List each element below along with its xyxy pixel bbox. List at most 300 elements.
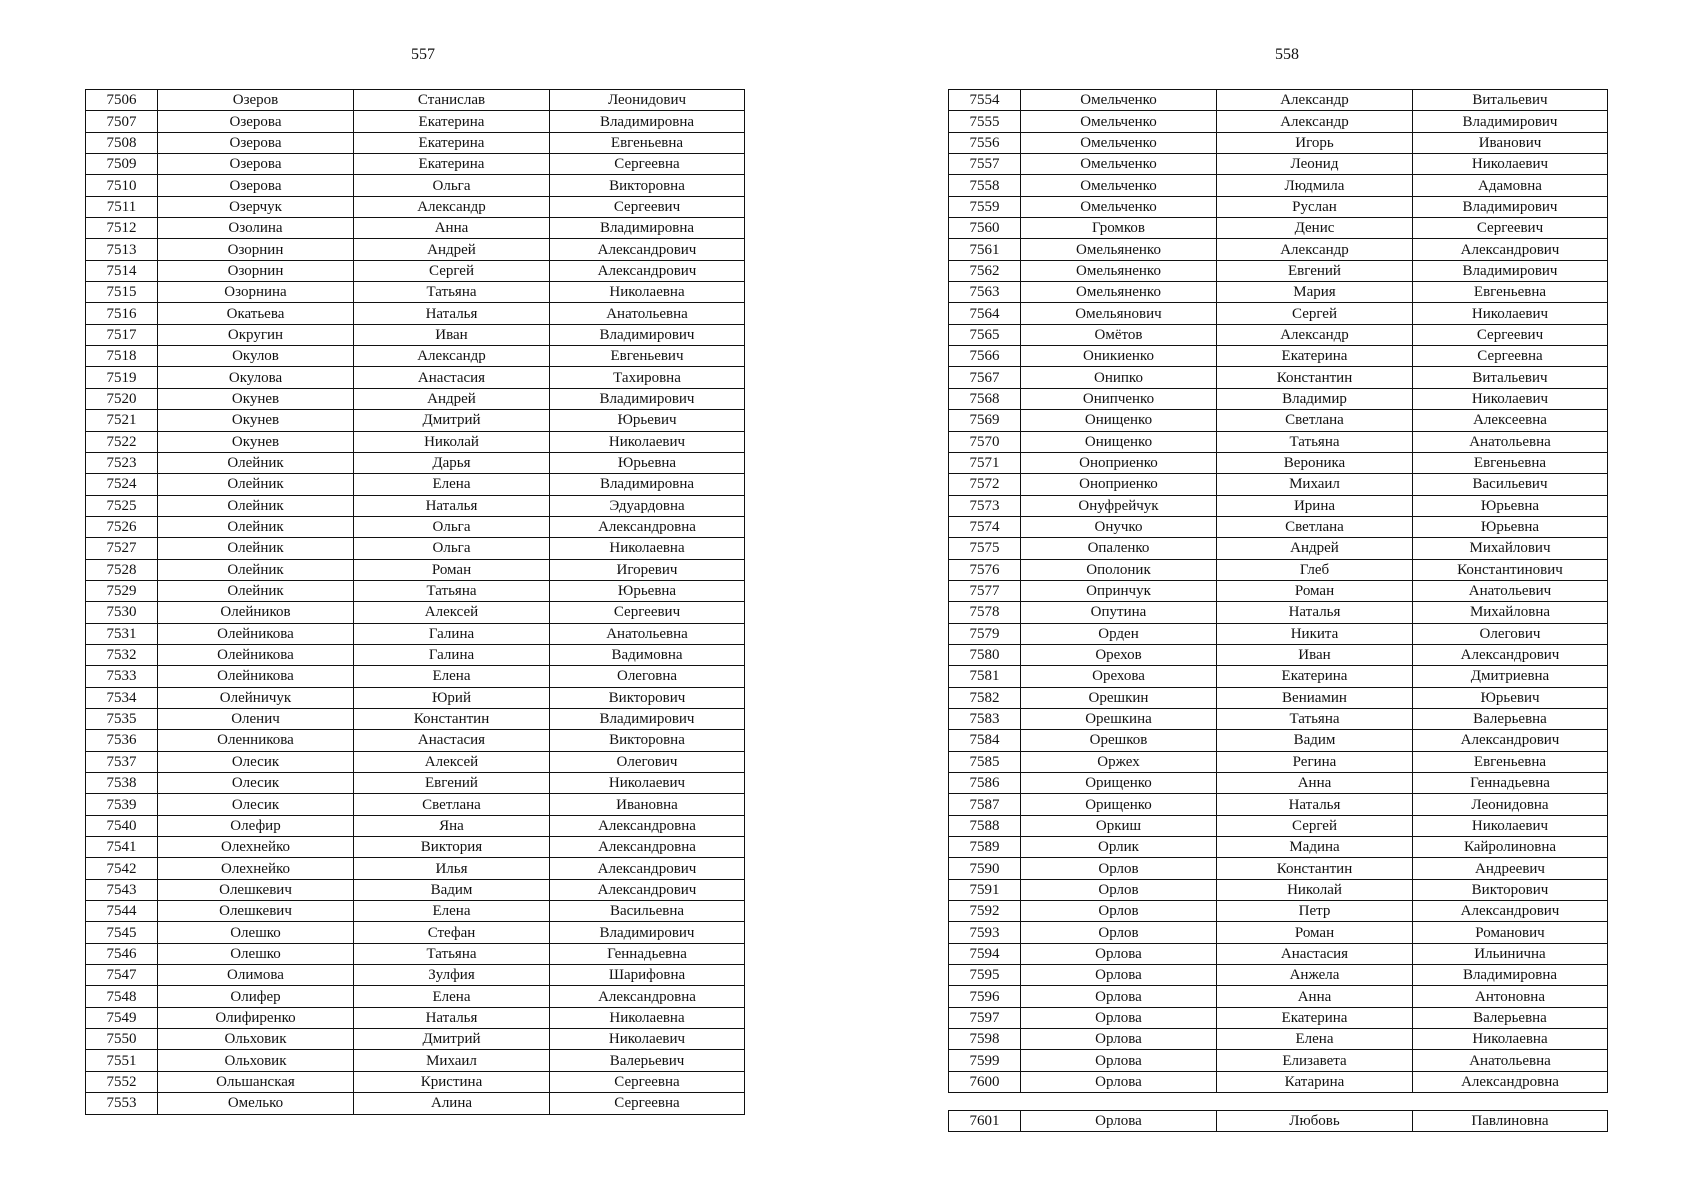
row-number-cell: 7571 (949, 452, 1021, 473)
last-name-cell: Орлова (1021, 1029, 1217, 1050)
patronymic-cell: Андреевич (1413, 858, 1608, 879)
patronymic-cell: Ильинична (1413, 943, 1608, 964)
last-name-cell: Онипченко (1021, 388, 1217, 409)
table-row (86, 175, 745, 196)
patronymic-cell: Алексеевна (1413, 410, 1608, 431)
table-row (949, 495, 1608, 516)
patronymic-cell: Николаевич (550, 431, 745, 452)
table-row (86, 773, 745, 794)
row-number-cell: 7581 (949, 666, 1021, 687)
row-number-cell: 7599 (949, 1050, 1021, 1071)
row-number-cell: 7584 (949, 730, 1021, 751)
patronymic-cell: Владимировна (1413, 965, 1608, 986)
row-number-cell: 7529 (86, 580, 158, 601)
first-name-cell: Елена (354, 901, 550, 922)
row-number-cell: 7552 (86, 1071, 158, 1092)
first-name-cell: Руслан (1217, 196, 1413, 217)
first-name-cell: Алина (354, 1093, 550, 1114)
first-name-cell: Стефан (354, 922, 550, 943)
table-row (86, 687, 745, 708)
first-name-cell: Наталья (354, 1007, 550, 1028)
last-name-cell: Олейник (158, 559, 354, 580)
patronymic-cell: Сергеевна (550, 154, 745, 175)
first-name-cell: Елена (354, 986, 550, 1007)
table-row (949, 559, 1608, 580)
row-number-cell: 7543 (86, 879, 158, 900)
last-name-cell: Олейник (158, 516, 354, 537)
row-number-cell: 7586 (949, 773, 1021, 794)
patronymic-cell: Ивановна (550, 794, 745, 815)
patronymic-cell: Сергеевич (1413, 324, 1608, 345)
last-name-cell: Орлов (1021, 922, 1217, 943)
last-name-cell: Омельяненко (1021, 239, 1217, 260)
table-row (86, 239, 745, 260)
last-name-cell: Ольховик (158, 1050, 354, 1071)
patronymic-cell: Юрьевна (1413, 516, 1608, 537)
first-name-cell: Кристина (354, 1071, 550, 1092)
row-number-cell: 7523 (86, 452, 158, 473)
last-name-cell: Орлова (1021, 965, 1217, 986)
patronymic-cell: Михайловна (1413, 602, 1608, 623)
last-name-cell: Озерчук (158, 196, 354, 217)
page-number-right: 558 (1275, 46, 1299, 63)
last-name-cell: Озерова (158, 111, 354, 132)
table-row (86, 90, 745, 111)
table-row (86, 324, 745, 345)
row-number-cell: 7564 (949, 303, 1021, 324)
first-name-cell: Игорь (1217, 132, 1413, 153)
first-name-cell: Роман (354, 559, 550, 580)
patronymic-cell: Вадимовна (550, 644, 745, 665)
last-name-cell: Олейник (158, 452, 354, 473)
last-name-cell: Омельченко (1021, 196, 1217, 217)
patronymic-cell: Владимирович (550, 708, 745, 729)
first-name-cell: Илья (354, 858, 550, 879)
last-name-cell: Олейник (158, 538, 354, 559)
last-name-cell: Олимова (158, 965, 354, 986)
last-name-cell: Олешко (158, 943, 354, 964)
patronymic-cell: Константинович (1413, 559, 1608, 580)
table-row (949, 815, 1608, 836)
last-name-cell: Окатьева (158, 303, 354, 324)
table-row (949, 410, 1608, 431)
last-name-cell: Олефир (158, 815, 354, 836)
last-name-cell: Опринчук (1021, 580, 1217, 601)
first-name-cell: Татьяна (354, 282, 550, 303)
row-number-cell: 7567 (949, 367, 1021, 388)
patronymic-cell: Александрович (550, 239, 745, 260)
table-row (86, 1093, 745, 1114)
patronymic-cell: Евгеньевна (1413, 282, 1608, 303)
table-row (86, 837, 745, 858)
patronymic-cell: Валерьевич (550, 1050, 745, 1071)
row-number-cell: 7510 (86, 175, 158, 196)
row-number-cell: 7579 (949, 623, 1021, 644)
patronymic-cell: Анатольевна (1413, 1050, 1608, 1071)
last-name-cell: Оникиенко (1021, 346, 1217, 367)
first-name-cell: Регина (1217, 751, 1413, 772)
patronymic-cell: Витальевич (1413, 90, 1608, 111)
table-row (86, 346, 745, 367)
patronymic-cell: Николаевич (1413, 388, 1608, 409)
last-name-cell: Олейничук (158, 687, 354, 708)
table-row (86, 111, 745, 132)
last-name-cell: Олейников (158, 602, 354, 623)
table-row (949, 239, 1608, 260)
last-name-cell: Орешкина (1021, 708, 1217, 729)
table-row (86, 388, 745, 409)
first-name-cell: Ирина (1217, 495, 1413, 516)
last-name-cell: Озорнина (158, 282, 354, 303)
row-number-cell: 7569 (949, 410, 1021, 431)
table-row (949, 196, 1608, 217)
last-name-cell: Оноприенко (1021, 474, 1217, 495)
first-name-cell: Виктория (354, 837, 550, 858)
first-name-cell: Татьяна (1217, 708, 1413, 729)
patronymic-cell: Антоновна (1413, 986, 1608, 1007)
last-name-cell: Онипко (1021, 367, 1217, 388)
row-number-cell: 7506 (86, 90, 158, 111)
patronymic-cell: Владимирович (1413, 260, 1608, 281)
first-name-cell: Анастасия (354, 367, 550, 388)
row-number-cell: 7578 (949, 602, 1021, 623)
first-name-cell: Роман (1217, 580, 1413, 601)
patronymic-cell: Евгеньевна (1413, 751, 1608, 772)
row-number-cell: 7590 (949, 858, 1021, 879)
last-name-cell: Оленникова (158, 730, 354, 751)
table-row (949, 623, 1608, 644)
first-name-cell: Светлана (1217, 516, 1413, 537)
table-row (949, 730, 1608, 751)
row-number-cell: 7514 (86, 260, 158, 281)
row-number-cell: 7600 (949, 1071, 1021, 1092)
first-name-cell: Алексей (354, 751, 550, 772)
table-row (949, 943, 1608, 964)
last-name-cell: Олешко (158, 922, 354, 943)
table-row (86, 815, 745, 836)
first-name-cell: Евгений (354, 773, 550, 794)
row-number-cell: 7527 (86, 538, 158, 559)
first-name-cell: Елена (354, 474, 550, 495)
row-number-cell: 7541 (86, 837, 158, 858)
first-name-cell: Константин (354, 708, 550, 729)
table-row (86, 922, 745, 943)
row-number-cell: 7580 (949, 644, 1021, 665)
last-name-cell: Орлов (1021, 858, 1217, 879)
patronymic-cell: Олегович (550, 751, 745, 772)
first-name-cell: Владимир (1217, 388, 1413, 409)
first-name-cell: Михаил (354, 1050, 550, 1071)
patronymic-cell: Анатольевич (1413, 580, 1608, 601)
last-name-cell: Озорнин (158, 260, 354, 281)
table-row (949, 516, 1608, 537)
row-number-cell: 7576 (949, 559, 1021, 580)
first-name-cell: Анастасия (354, 730, 550, 751)
table-row (949, 1050, 1608, 1071)
last-name-cell: Опаленко (1021, 538, 1217, 559)
first-name-cell: Андрей (354, 388, 550, 409)
row-number-cell: 7572 (949, 474, 1021, 495)
first-name-cell: Вероника (1217, 452, 1413, 473)
row-number-cell: 7585 (949, 751, 1021, 772)
patronymic-cell: Александрович (1413, 239, 1608, 260)
first-name-cell: Николай (1217, 879, 1413, 900)
row-number-cell: 7513 (86, 239, 158, 260)
last-name-cell: Озерова (158, 175, 354, 196)
first-name-cell: Сергей (1217, 303, 1413, 324)
row-number-cell: 7582 (949, 687, 1021, 708)
row-number-cell: 7522 (86, 431, 158, 452)
first-name-cell: Екатерина (1217, 346, 1413, 367)
row-number-cell: 7577 (949, 580, 1021, 601)
table-row (86, 879, 745, 900)
row-number-cell: 7511 (86, 196, 158, 217)
patronymic-cell: Евгеньевна (550, 132, 745, 153)
last-name-cell: Оленич (158, 708, 354, 729)
last-name-cell: Окунев (158, 388, 354, 409)
row-number-cell: 7591 (949, 879, 1021, 900)
table-row (86, 410, 745, 431)
patronymic-cell: Павлиновна (1413, 1111, 1608, 1132)
last-name-cell: Олехнейко (158, 858, 354, 879)
table-row (86, 901, 745, 922)
patronymic-cell: Сергеевич (1413, 218, 1608, 239)
table-row (86, 580, 745, 601)
last-name-cell: Окунев (158, 410, 354, 431)
table-row (86, 943, 745, 964)
row-number-cell: 7509 (86, 154, 158, 175)
last-name-cell: Окулова (158, 367, 354, 388)
roster-table-left (85, 89, 745, 1115)
last-name-cell: Орешков (1021, 730, 1217, 751)
row-number-cell: 7544 (86, 901, 158, 922)
last-name-cell: Орлова (1021, 986, 1217, 1007)
patronymic-cell: Михайлович (1413, 538, 1608, 559)
patronymic-cell: Владимировна (550, 111, 745, 132)
first-name-cell: Людмила (1217, 175, 1413, 196)
last-name-cell: Онищенко (1021, 410, 1217, 431)
patronymic-cell: Юрьевна (1413, 495, 1608, 516)
last-name-cell: Олейникова (158, 644, 354, 665)
patronymic-cell: Николаевич (1413, 303, 1608, 324)
row-number-cell: 7568 (949, 388, 1021, 409)
table-row (86, 132, 745, 153)
last-name-cell: Олешкевич (158, 901, 354, 922)
patronymic-cell: Шарифовна (550, 965, 745, 986)
patronymic-cell: Николаевич (550, 1029, 745, 1050)
last-name-cell: Онищенко (1021, 431, 1217, 452)
row-number-cell: 7583 (949, 708, 1021, 729)
row-number-cell: 7589 (949, 837, 1021, 858)
last-name-cell: Олейникова (158, 623, 354, 644)
last-name-cell: Орлова (1021, 1007, 1217, 1028)
last-name-cell: Орищенко (1021, 773, 1217, 794)
table-row (86, 367, 745, 388)
row-number-cell: 7547 (86, 965, 158, 986)
first-name-cell: Катарина (1217, 1071, 1413, 1092)
first-name-cell: Анна (354, 218, 550, 239)
last-name-cell: Опутина (1021, 602, 1217, 623)
patronymic-cell: Игоревич (550, 559, 745, 580)
patronymic-cell: Викторович (1413, 879, 1608, 900)
row-number-cell: 7537 (86, 751, 158, 772)
table-row (949, 282, 1608, 303)
table-row (86, 559, 745, 580)
first-name-cell: Константин (1217, 858, 1413, 879)
row-number-cell: 7553 (86, 1093, 158, 1114)
table-row (949, 346, 1608, 367)
first-name-cell: Елена (354, 666, 550, 687)
row-number-cell: 7536 (86, 730, 158, 751)
first-name-cell: Елизавета (1217, 1050, 1413, 1071)
last-name-cell: Олехнейко (158, 837, 354, 858)
table-row (86, 794, 745, 815)
patronymic-cell: Александровна (550, 837, 745, 858)
first-name-cell: Андрей (354, 239, 550, 260)
row-number-cell: 7539 (86, 794, 158, 815)
patronymic-cell: Леонидович (550, 90, 745, 111)
patronymic-cell: Александрович (1413, 644, 1608, 665)
first-name-cell: Галина (354, 644, 550, 665)
row-number-cell: 7531 (86, 623, 158, 644)
row-number-cell: 7587 (949, 794, 1021, 815)
last-name-cell: Орлова (1021, 943, 1217, 964)
first-name-cell: Роман (1217, 922, 1413, 943)
first-name-cell: Дмитрий (354, 1029, 550, 1050)
first-name-cell: Константин (1217, 367, 1413, 388)
last-name-cell: Олешкевич (158, 879, 354, 900)
patronymic-cell: Юрьевна (550, 580, 745, 601)
row-number-cell: 7558 (949, 175, 1021, 196)
last-name-cell: Омельяненко (1021, 260, 1217, 281)
table-row (86, 965, 745, 986)
table-row (949, 367, 1608, 388)
row-number-cell: 7512 (86, 218, 158, 239)
row-number-cell: 7556 (949, 132, 1021, 153)
row-number-cell: 7555 (949, 111, 1021, 132)
patronymic-cell: Александровна (1413, 1071, 1608, 1092)
table-row (949, 1029, 1608, 1050)
patronymic-cell: Александрович (1413, 901, 1608, 922)
row-number-cell: 7528 (86, 559, 158, 580)
row-number-cell: 7542 (86, 858, 158, 879)
table-row (86, 516, 745, 537)
first-name-cell: Татьяна (1217, 431, 1413, 452)
first-name-cell: Иван (1217, 644, 1413, 665)
first-name-cell: Светлана (354, 794, 550, 815)
patronymic-cell: Романович (1413, 922, 1608, 943)
last-name-cell: Омельченко (1021, 154, 1217, 175)
row-number-cell: 7595 (949, 965, 1021, 986)
first-name-cell: Татьяна (354, 943, 550, 964)
patronymic-cell: Александрович (550, 879, 745, 900)
table-row (86, 154, 745, 175)
last-name-cell: Омётов (1021, 324, 1217, 345)
first-name-cell: Александр (1217, 90, 1413, 111)
table-row (949, 538, 1608, 559)
last-name-cell: Озолина (158, 218, 354, 239)
first-name-cell: Николай (354, 431, 550, 452)
last-name-cell: Округин (158, 324, 354, 345)
first-name-cell: Никита (1217, 623, 1413, 644)
row-number-cell: 7588 (949, 815, 1021, 836)
table-row (86, 730, 745, 751)
first-name-cell: Елена (1217, 1029, 1413, 1050)
table-row (949, 90, 1608, 111)
patronymic-cell: Геннадьевна (550, 943, 745, 964)
first-name-cell: Ольга (354, 538, 550, 559)
row-number-cell: 7525 (86, 495, 158, 516)
row-number-cell: 7519 (86, 367, 158, 388)
last-name-cell: Ополоник (1021, 559, 1217, 580)
row-number-cell: 7570 (949, 431, 1021, 452)
table-row (949, 687, 1608, 708)
row-number-cell: 7574 (949, 516, 1021, 537)
last-name-cell: Орехов (1021, 644, 1217, 665)
patronymic-cell: Сергеевна (1413, 346, 1608, 367)
patronymic-cell: Валерьевна (1413, 1007, 1608, 1028)
table-row (949, 303, 1608, 324)
last-name-cell: Ольшанская (158, 1071, 354, 1092)
row-number-cell: 7593 (949, 922, 1021, 943)
table-row (949, 602, 1608, 623)
patronymic-cell: Адамовна (1413, 175, 1608, 196)
table-row (949, 858, 1608, 879)
first-name-cell: Екатерина (1217, 666, 1413, 687)
row-number-cell: 7532 (86, 644, 158, 665)
table-row (86, 282, 745, 303)
row-number-cell: 7563 (949, 282, 1021, 303)
patronymic-cell: Викторович (550, 687, 745, 708)
patronymic-cell: Леонидовна (1413, 794, 1608, 815)
table-row (86, 623, 745, 644)
first-name-cell: Станислав (354, 90, 550, 111)
patronymic-cell: Эдуардовна (550, 495, 745, 516)
last-name-cell: Орлов (1021, 901, 1217, 922)
table-row (949, 901, 1608, 922)
patronymic-cell: Александрович (1413, 730, 1608, 751)
table-row (949, 1007, 1608, 1028)
last-name-cell: Орешкин (1021, 687, 1217, 708)
patronymic-cell: Васильевна (550, 901, 745, 922)
patronymic-cell: Викторовна (550, 175, 745, 196)
first-name-cell: Александр (1217, 324, 1413, 345)
first-name-cell: Вадим (354, 879, 550, 900)
table-row (86, 538, 745, 559)
first-name-cell: Любовь (1217, 1111, 1413, 1132)
first-name-cell: Екатерина (1217, 1007, 1413, 1028)
first-name-cell: Анастасия (1217, 943, 1413, 964)
first-name-cell: Вадим (1217, 730, 1413, 751)
row-number-cell: 7601 (949, 1111, 1021, 1132)
table-row (86, 1071, 745, 1092)
table-row (86, 1029, 745, 1050)
table-row (949, 879, 1608, 900)
row-number-cell: 7515 (86, 282, 158, 303)
first-name-cell: Евгений (1217, 260, 1413, 281)
row-number-cell: 7518 (86, 346, 158, 367)
first-name-cell: Александр (354, 196, 550, 217)
table-row (949, 773, 1608, 794)
row-number-cell: 7566 (949, 346, 1021, 367)
table-row (949, 922, 1608, 943)
patronymic-cell: Иванович (1413, 132, 1608, 153)
table-row (949, 666, 1608, 687)
last-name-cell: Орлик (1021, 837, 1217, 858)
patronymic-cell: Тахировна (550, 367, 745, 388)
row-number-cell: 7596 (949, 986, 1021, 1007)
last-name-cell: Олейник (158, 495, 354, 516)
